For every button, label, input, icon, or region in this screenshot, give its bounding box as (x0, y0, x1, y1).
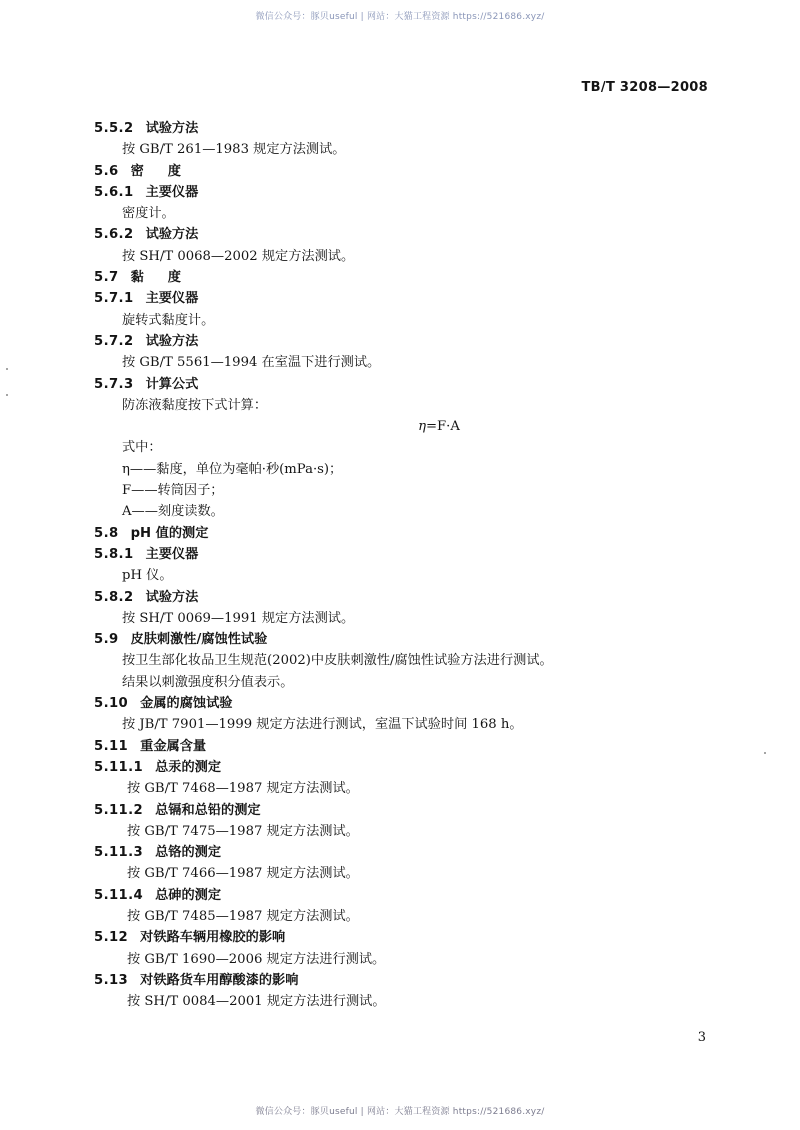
section-number: 5.11 (94, 738, 129, 754)
section-number: 5.12 (94, 930, 129, 946)
section-title: 试验方法 (145, 589, 199, 605)
section-heading (94, 970, 714, 991)
viscosity-formula (94, 416, 714, 437)
section-title: 主要仪器 (145, 546, 199, 562)
section-title: 金属的腐蚀试验 (140, 696, 233, 712)
document-body (94, 118, 714, 1012)
section-title: 总镉和总铅的测定 (155, 802, 261, 818)
section-title: 主要仪器 (145, 291, 199, 307)
section-number: 5.7.2 (94, 333, 134, 349)
section-heading (94, 118, 714, 139)
watermark-bottom: 微信公众号：豚贝useful | 网站：大猫工程资源 https://521686.xyz/ (255, 1107, 545, 1117)
section-title: 对铁路车辆用橡胶的影响 (140, 930, 286, 946)
body-text: A——刻度读数。 (122, 504, 224, 520)
section-heading (94, 587, 714, 608)
section-number: 5.11.1 (94, 759, 144, 775)
section-title: 试验方法 (145, 227, 199, 243)
body-text: 按 GB/T 7475—1987 规定方法测试。 (127, 823, 359, 839)
body-text: 式中： (122, 440, 162, 456)
section-title: pH 值的测定 (130, 525, 209, 541)
scan-speck (764, 752, 766, 754)
body-text: pH 仪。 (122, 568, 173, 584)
scan-speck (6, 368, 8, 370)
body-text: 密度计。 (122, 206, 175, 222)
body-text: 按 GB/T 7468—1987 规定方法测试。 (127, 781, 359, 797)
body-text: 按 GB/T 5561—1994 在室温下进行测试。 (122, 355, 381, 371)
body-text: 防冻液黏度按下式计算： (122, 397, 268, 413)
section-heading (94, 885, 714, 906)
section-heading (94, 331, 714, 352)
section-number: 5.8.1 (94, 546, 134, 562)
body-text: 按 SH/T 0084—2001 规定方法进行测试。 (127, 994, 386, 1010)
section-title: 试验方法 (145, 333, 199, 349)
section-heading (94, 693, 714, 714)
body-text: η——黏度，单位为毫帕·秒(mPa·s)； (122, 461, 343, 477)
section-number: 5.11.3 (94, 845, 144, 861)
section-number: 5.6 (94, 163, 119, 179)
section-title: 总砷的测定 (155, 887, 222, 903)
body-text: 按 JB/T 7901—1999 规定方法进行测试，室温下试验时间 168 h。 (122, 717, 523, 733)
page-number: 3 (697, 1030, 706, 1045)
section-heading (94, 736, 714, 757)
section-title: 对铁路货车用醇酸漆的影响 (140, 972, 299, 988)
section-heading (94, 523, 714, 544)
section-heading (94, 544, 714, 565)
body-text: 按卫生部化妆品卫生规范(2002)中皮肤刺激性/腐蚀性试验方法进行测试。 (122, 653, 553, 669)
section-heading (94, 374, 714, 395)
section-heading (94, 927, 714, 948)
section-number: 5.13 (94, 972, 129, 988)
body-text: 旋转式黏度计。 (122, 312, 215, 328)
body-text: 按 GB/T 7485—1987 规定方法测试。 (127, 908, 359, 924)
section-number: 5.6.2 (94, 227, 134, 243)
section-title: 密度 (130, 163, 205, 179)
section-heading (94, 629, 714, 650)
section-title: 计算公式 (145, 376, 199, 392)
section-title: 黏度 (130, 270, 205, 286)
document-code: TB/T 3208—2008 (581, 80, 708, 95)
section-heading (94, 182, 714, 203)
scan-speck (6, 394, 8, 396)
body-text: 按 SH/T 0069—1991 规定方法测试。 (122, 610, 355, 626)
section-heading (94, 288, 714, 309)
section-number: 5.8.2 (94, 589, 134, 605)
formula-expression: =F·A (425, 419, 460, 435)
body-text: 按 GB/T 7466—1987 规定方法测试。 (127, 866, 359, 882)
section-number: 5.9 (94, 632, 119, 648)
formula-symbol: η (418, 419, 426, 435)
body-text: 结果以刺激强度积分值表示。 (122, 674, 294, 690)
section-number: 5.11.4 (94, 887, 144, 903)
section-title: 主要仪器 (145, 184, 199, 200)
body-text: 按 GB/T 1690—2006 规定方法进行测试。 (127, 951, 386, 967)
section-number: 5.10 (94, 696, 129, 712)
section-heading (94, 224, 714, 245)
body-text: 按 SH/T 0068—2002 规定方法测试。 (122, 248, 355, 264)
section-heading (94, 842, 714, 863)
body-text: 按 GB/T 261—1983 规定方法测试。 (122, 142, 346, 158)
section-heading (94, 757, 714, 778)
section-heading (94, 267, 714, 288)
section-number: 5.11.2 (94, 802, 144, 818)
section-title: 重金属含量 (140, 738, 207, 754)
section-number: 5.7 (94, 270, 119, 286)
section-title: 皮肤刺激性/腐蚀性试验 (130, 632, 268, 648)
watermark-top: 微信公众号：豚贝useful | 网站：大猫工程资源 https://521686.xyz/ (255, 12, 545, 22)
section-title: 总铬的测定 (155, 845, 222, 861)
section-number: 5.8 (94, 525, 119, 541)
body-text: F——转筒因子； (122, 483, 224, 499)
section-number: 5.7.3 (94, 376, 134, 392)
section-title: 总汞的测定 (155, 759, 222, 775)
section-title: 试验方法 (145, 121, 199, 136)
section-heading (94, 800, 714, 821)
section-number: 5.7.1 (94, 291, 134, 307)
section-heading (94, 161, 714, 182)
section-number: 5.5.2 (94, 121, 134, 136)
section-number: 5.6.1 (94, 184, 134, 200)
